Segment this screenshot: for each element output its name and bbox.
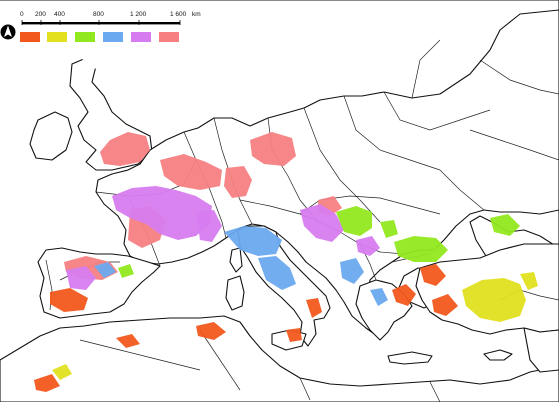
scale-tick-800: 800 xyxy=(93,11,104,18)
legend-swatch-blue xyxy=(103,32,123,42)
scale-tick-1600: 1 600 xyxy=(170,11,187,18)
north-arrow-icon xyxy=(1,25,16,40)
scale-unit: km xyxy=(192,11,201,18)
scale-tick-0: 0 xyxy=(20,11,24,18)
scale-tick-200: 200 xyxy=(35,11,46,18)
legend-swatch-yellow xyxy=(47,32,67,42)
sardinia-landmass xyxy=(226,276,244,310)
legend-swatch-orange xyxy=(20,32,40,42)
corsica-landmass xyxy=(230,248,242,272)
legend-swatch-purple xyxy=(131,32,151,42)
crete-landmass xyxy=(388,352,432,364)
legend-swatch-green xyxy=(75,32,95,42)
scale-tick-400: 400 xyxy=(54,11,65,18)
legend-swatch-pink xyxy=(159,32,179,42)
scale-tick-1200: 1 200 xyxy=(130,11,147,18)
ireland-landmass xyxy=(30,112,72,160)
